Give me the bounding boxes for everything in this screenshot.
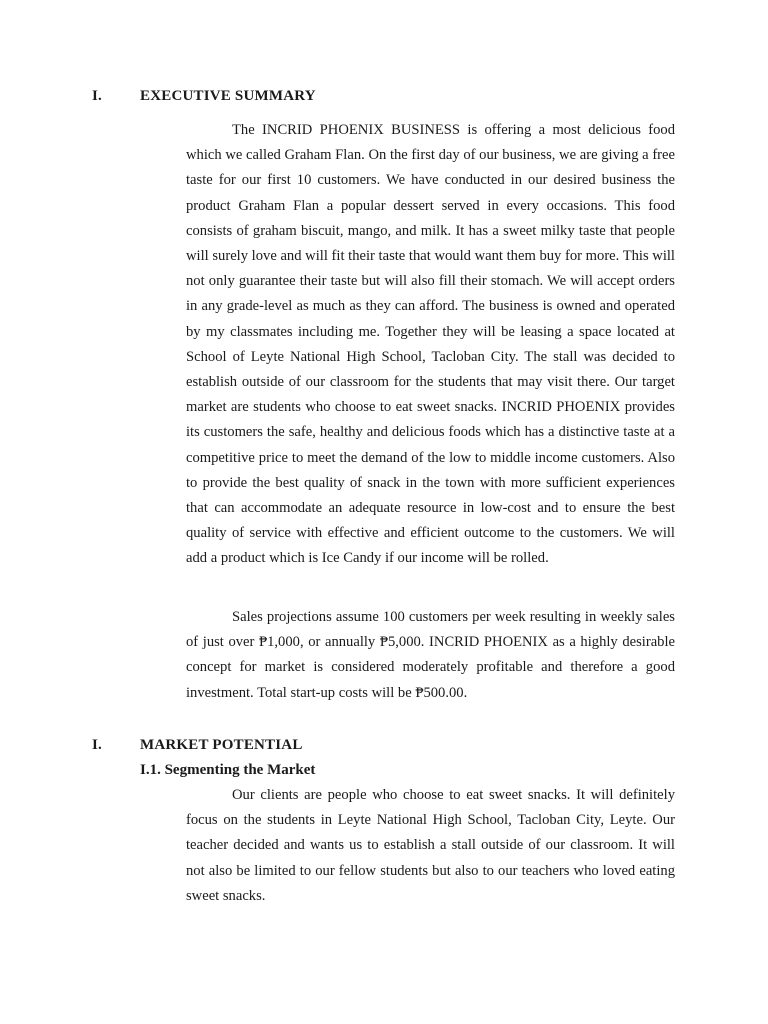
- section-title: MARKET POTENTIAL: [140, 737, 303, 753]
- section-heading-executive-summary: [92, 88, 316, 105]
- section-number: I.: [92, 88, 102, 104]
- section-heading-market-potential: [92, 737, 303, 754]
- section-title: EXECUTIVE SUMMARY: [140, 88, 316, 104]
- section-number: I.: [92, 737, 102, 753]
- executive-summary-paragraph-1: The INCRID PHOENIX BUSINESS is offering a most delicious food which we called Graham Flan. On the first day of our business, we are giving a free taste for our first 10 customers. We have conducted in our desired business the product Graham Flan a popular dessert served in every occasions. This food consists of graham biscuit, mango, and milk. It has a sweet milky taste that people will surely love and will fit their taste that would want them buy for more. This will not only guarantee their taste but will also fill their stomach. We will accept orders in any grade-level as much as they can afford. The business is owned and operated by my classmates including me. Together they will be leasing a space located at School of Leyte National High School, Tacloban City. The stall was decided to establish outside of our classroom for the students that may visit there. Our target market are students who choose to eat sweet snacks. INCRID PHOENIX provides its customers the safe, healthy and delicious foods which has a distinctive taste at a competitive price to meet the demand of the low to middle income customers. Also to provide the best quality of snack in the town with more sufficient experiences that can accommodate an adequate resource in low-cost and to ensure the best quality of service with effective and efficient outcome to the customers. We will add a product which is Ice Candy if our income will be rolled.: [186, 122, 675, 567]
- executive-summary-paragraph-2: Sales projections assume 100 customers per week resulting in weekly sales of just over ₱1,000, or annually ₱5,000. INCRID PHOENIX as a highly desirable concept for market is considered moderately profitable and therefore a good investment. Total start-up costs will be ₱500.00.: [186, 609, 675, 701]
- subsection-heading-segmenting-market: I.1. Segmenting the Market: [140, 762, 316, 778]
- segmenting-market-paragraph: Our clients are people who choose to eat sweet snacks. It will definitely focus on the students in Leyte National High School, Tacloban City, Leyte. Our teacher decided and wants us to establish a stall outside of our classroom. It will not also be limited to our fellow students but also to our teachers who loved eating sweet snacks.: [186, 787, 675, 904]
